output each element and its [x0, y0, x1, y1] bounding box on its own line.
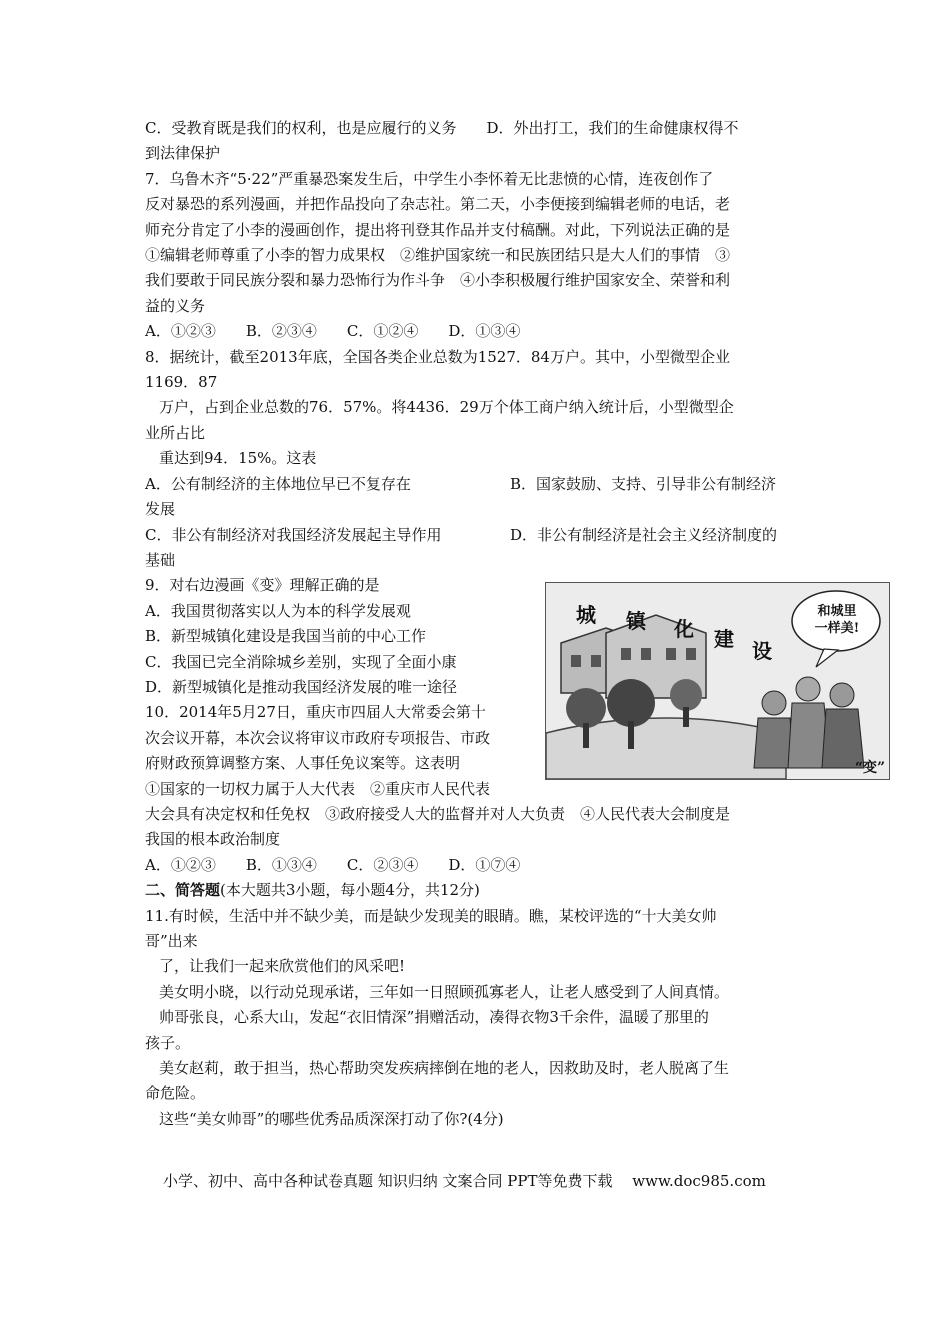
text-line: C．我国已完全消除城乡差别，实现了全面小康: [145, 652, 457, 671]
text-line: 8．据统计，截至2013年底，全国各类企业总数为1527．84万户。其中，小型微型企业: [145, 347, 730, 366]
option-text: D．非公有制经济是社会主义经济制度的: [510, 525, 778, 544]
text-line: 1169．87: [145, 373, 218, 392]
text-line: 师充分肯定了小李的漫画创作，提出将刊登其作品并支付稿酬。对此，下列说法正确的是: [145, 220, 731, 239]
text-line: 这些“美女帅哥”的哪些优秀品质深深打动了你?(4分): [159, 1109, 504, 1128]
text-line: 了，让我们一起来欣赏他们的风采吧!: [159, 957, 406, 976]
text-line: 益的义务: [145, 296, 206, 315]
text-line: 府财政预算调整方案、人事任免议案等。这表明: [145, 754, 461, 773]
cartoon-caption: “变”: [854, 760, 885, 776]
text-line: 万户，占到企业总数的76．57%。将4436．29万个体工商户纳入统计后，小型微型企: [159, 398, 734, 417]
question-block-10-11: [145, 802, 810, 1132]
speech-bubble-text: [802, 603, 872, 637]
text-line: 业所占比: [145, 423, 206, 442]
text-line: A．①②③ B．②③④ C．①②④ D．①③④: [145, 322, 521, 341]
text-line: 哥”出来: [145, 932, 198, 950]
text-line: D．新型城镇化是推动我国经济发展的唯一途径: [145, 677, 458, 696]
question-9-10-block: [145, 573, 545, 802]
text-line: 10．2014年5月27日，重庆市四届人大常委会第十: [145, 703, 486, 722]
text-line: 命危险。: [145, 1084, 206, 1103]
cartoon-image: [545, 582, 890, 780]
text-line: 7．乌鲁木齐“5·22”严重暴恐案发生后，中学生小李怀着无比悲愤的心情，连夜创作了: [145, 169, 714, 188]
option-text: C．非公有制经济对我国经济发展起主导作用: [145, 525, 442, 544]
text-line: C．受教育既是我们的权利，也是应履行的义务 D．外出打工，我们的生命健康权得不: [145, 119, 739, 137]
section-heading: 二、简答题(本大题共3小题，每小题4分，共12分): [145, 881, 480, 900]
text-line: 美女明小晓，以行动兑现承诺，三年如一日照顾孤寡老人，让老人感受到了人间真情。: [159, 982, 730, 1001]
question-block-6-8: [145, 116, 810, 472]
banner-char: 镇: [626, 609, 646, 633]
section-heading-label: 二、简答题: [145, 881, 221, 900]
question-8-options: [145, 472, 810, 574]
banner-char: 建: [714, 627, 734, 651]
text-line: 到法律保护: [145, 144, 221, 163]
option-row: [145, 497, 810, 522]
text-line: 孩子。: [145, 1033, 191, 1052]
text-line: ①编辑老师尊重了小李的智力成果权 ②维护国家统一和民族团结只是大人们的事情 ③: [145, 246, 731, 265]
text-line: A．我国贯彻落实以人为本的科学发展观: [145, 601, 411, 620]
banner-char: 化: [674, 617, 694, 641]
option-text: 基础: [145, 550, 176, 569]
option-text: 发展: [145, 500, 176, 519]
text-line: 我们要敢于同民族分裂和暴力恐怖行为作斗争 ④小李积极履行维护国家安全、荣誉和利: [145, 271, 731, 290]
option-row: [145, 472, 810, 497]
option-text: A．公有制经济的主体地位早已不复存在: [145, 474, 411, 493]
speech-line: 和城里: [817, 604, 857, 619]
speech-line: 一样美!: [814, 621, 860, 636]
text-line: ①国家的一切权力属于人大代表 ②重庆市人民代表: [145, 779, 491, 798]
text-line: 反对暴恐的系列漫画，并把作品投向了杂志社。第二天，小李便接到编辑老师的电话，老: [145, 195, 731, 214]
cartoon-banner: [558, 589, 778, 663]
text-line: 9．对右边漫画《变》理解正确的是: [145, 576, 380, 595]
text-line: 11.有时候，生活中并不缺少美，而是缺少发现美的眼睛。瞧，某校评选的“十大美女帅: [145, 906, 717, 925]
option-row: [145, 548, 810, 573]
page-footer: 小学、初中、高中各种试卷真题 知识归纳 文案合同 PPT等免费下载 www.doc985.com: [163, 1172, 766, 1190]
option-text: B．国家鼓励、支持、引导非公有制经济: [510, 474, 777, 493]
text-line: B．新型城镇化建设是我国当前的中心工作: [145, 627, 427, 646]
text-line: 大会具有决定权和任免权 ③政府接受人大的监督并对人大负责 ④人民代表大会制度是: [145, 804, 731, 823]
banner-char: 设: [752, 639, 772, 663]
option-row: [145, 523, 810, 548]
text-line: 帅哥张良，心系大山，发起“衣旧情深”捐赠活动，凑得衣物3千余件，温暖了那里的: [159, 1008, 709, 1027]
text-line: 我国的根本政治制度: [145, 830, 281, 849]
text-line: 美女赵莉，敢于担当，热心帮助突发疾病摔倒在地的老人，因救助及时，老人脱离了生: [159, 1059, 730, 1078]
text-line: 次会议开幕，本次会议将审议市政府专项报告、市政: [145, 728, 491, 747]
text-line: 重达到94．15%。这表: [159, 449, 317, 468]
text-line: A．①②③ B．①③④ C．②③④ D．①⑦④: [145, 855, 521, 874]
banner-char: 城: [576, 603, 596, 627]
